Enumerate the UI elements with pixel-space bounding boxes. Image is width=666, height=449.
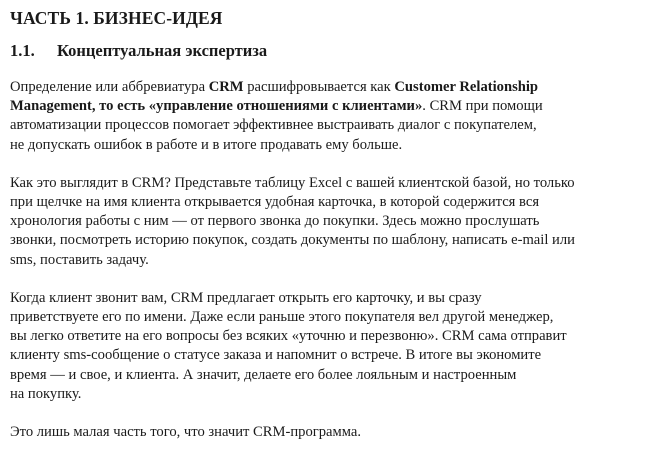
paragraph-line: не допускать ошибок в работе и в итоге продавать ему больше.: [10, 136, 403, 153]
paragraph-line: вы легко ответите на его вопросы без всяких «уточню и перезвоню». CRM сама отправит: [10, 328, 567, 345]
paragraph-line: звонки, посмотреть историю покупок, создать документы по шаблону, написать e-mail или: [10, 232, 575, 249]
text-run: Определение или аббревиатура: [10, 79, 209, 95]
section-number: 1.1.: [10, 41, 35, 60]
paragraph-line: Когда клиент звонит вам, CRM предлагает открыть его карточку, и вы сразу: [10, 289, 482, 306]
chapter-title: ЧАСТЬ 1. БИЗНЕС-ИДЕЯ: [10, 8, 223, 28]
bold-term-customer-relationship: Customer Relationship: [394, 79, 539, 95]
paragraph-line: [10, 78, 656, 97]
section-heading: [10, 40, 656, 62]
paragraph-line: автоматизации процессов помогает эффективнее выстраивать диалог с покупателем,: [10, 117, 537, 134]
paragraph-conclusion: [10, 423, 656, 442]
paragraph-line: приветствуете его по имени. Даже если раньше этого покупателя вел другой менеджер,: [10, 309, 554, 326]
paragraph-line: Как это выглядит в CRM? Представьте таблицу Excel с вашей клиентской базой, но только: [10, 174, 575, 191]
paragraph-line: при щелчке на имя клиента открывается удобная карточка, в которой содержится вся: [10, 194, 540, 211]
text-run: расшифровывается как: [243, 79, 395, 95]
paragraph-line: на покупку.: [10, 385, 82, 402]
paragraph-line: время — и свое, и клиента. А значит, делаете его более лояльным и настроенным: [10, 366, 517, 383]
bold-term-management: Management, то есть «управление отношениями с клиентами»: [10, 98, 423, 115]
text-run: . CRM при помощи: [422, 98, 543, 115]
paragraph-crm-appearance: [10, 174, 656, 270]
paragraph-line: Это лишь малая часть того, что значит CRM-программа.: [10, 424, 362, 441]
paragraph-line: sms, поставить задачу.: [10, 251, 149, 268]
paragraph-line: хронология работы с ним — от первого звонка до покупки. Здесь можно прослушать: [10, 213, 540, 230]
section-title: Концептуальная экспертиза: [57, 41, 268, 60]
paragraph-crm-definition: [10, 78, 656, 155]
bold-term-crm: CRM: [208, 79, 244, 95]
paragraph-line: [10, 97, 656, 116]
paragraph-crm-benefits: [10, 289, 656, 404]
paragraph-line: клиенту sms-сообщение о статусе заказа и напомнит о встрече. В итоге вы экономите: [10, 347, 542, 364]
